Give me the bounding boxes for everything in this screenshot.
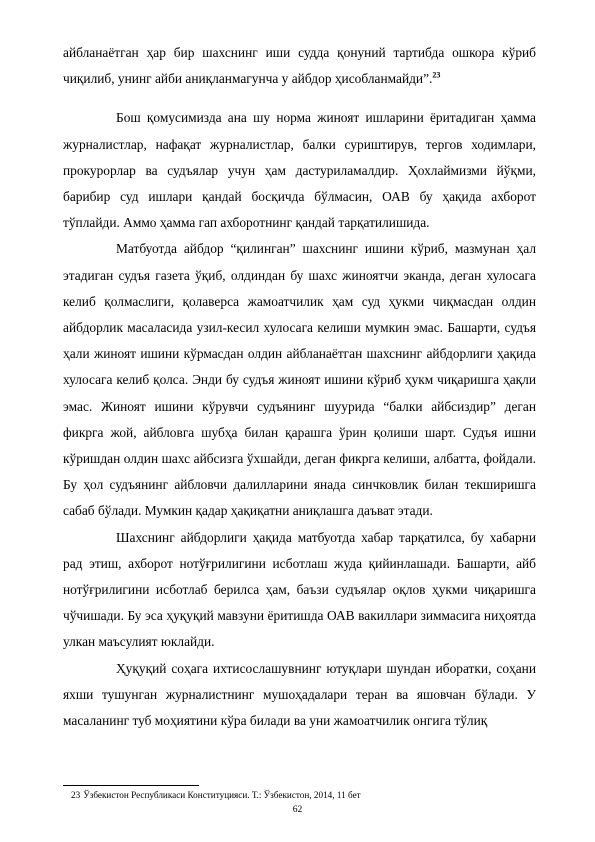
paragraph-5: Ҳуқуқий соҳага ихтисослашувнинг ютуқлари шундан иборатки, соҳани яхши тушунган журналистнинг мушоҳадалари теран ва яшовчан бўлади. У масаланинг туб моҳиятини кўра билади ва уни жамоатчилик онгига тўлиқ xyxy=(63,660,536,729)
paragraph-1-text: айбланаётган ҳар бир шахснинг иши судда қонуний тартибда ошкора кўриб чиқилиб, унинг айби аниқланмагунча у айбдор ҳисобланмайди”. xyxy=(63,45,536,87)
footnote-number: 23 xyxy=(71,790,81,800)
paragraph-1 xyxy=(63,40,536,92)
paragraph-3: Матбуотда айбдор “қилинган” шахснинг ишини кўриб, мазмунан ҳал этадиган судъя газета ўқиб, олдиндан бу шахс жиноятчи эканда, деган хулосага келиб қолмаслиги, қолаверса жамоатчилик ҳам суд ҳукми чиқмасдан олдин айбдорлик масаласида узил-кесил хулосага келиши мумкин эмас. Башарти, судъя ҳали жиноят ишини кўрмасдан олдин айбланаётган шахснинг айбдорлиги ҳақида хулосага келиб қолса. Энди бу судъя жиноят ишини кўриб ҳукм чиқаришга ҳақли эмас. Жиноят ишини кўрувчи судъянинг шуурида “балки айбсиздир” деган фикрга жой, айбловга шубҳа билан қарашга ўрин қолиши шарт. Судъя ишни кўришдан олдин шахс айбсизга ўхшайди, деган фикрга келиши, албатта, фойдали. Бу ҳол судъянинг айбловчи далилларини янада синчковлик билан текширишга сабаб бўлади. Мумкин қадар ҳақиқатни аниқлашга даъват этади. xyxy=(63,241,536,519)
footnote xyxy=(71,789,541,801)
paragraph-2: Бош қомусимизда ана шу норма жиноят ишларини ёритадиган ҳамма журналистлар, нафақат журналистлар, балки суриштирув, тергов ходимлари, прокурорлар ва судъялар учун ҳам дастуриламалдир. Ҳохлаймизми йўқми, барибир суд ишлари қандай босқичда бўлмасин, ОАВ бу ҳақида ахборот тўплайди. Аммо ҳамма гап ахборотнинг қандай тарқатилишида. xyxy=(63,110,536,231)
footnote-reference[interactable]: 23 xyxy=(432,70,441,80)
page-number: 62 xyxy=(292,804,303,815)
footnote-text: Ўзбекистон Республикаси Конституцияси. Т.: Ўзбекистон, 2014, 11 бет xyxy=(83,790,361,800)
paragraph-4: Шахснинг айбдорлиги ҳақида матбуотда хабар тарқатилса, бу хабарни рад этиш, ахборот нотўғрилигини исботлаш жуда қийинлашади. Башарти, айб нотўғрилигини исботлаб берилса ҳам, баъзи судъялар оқлов ҳукми чиқаришга чўчишади. Бу эса ҳуқуқий мавзуни ёритишда ОАВ вакиллари зиммасига ниҳоятда улкан маъсулият юклайди. xyxy=(63,529,536,650)
body-text xyxy=(63,40,536,734)
footnote-separator xyxy=(63,785,199,786)
